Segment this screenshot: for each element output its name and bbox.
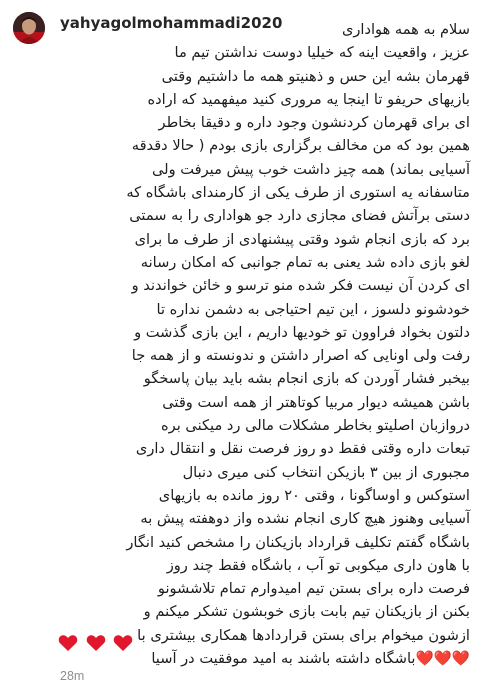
caption-line-text: مجبوری از بین ۳ بازیکن انتخاب کنی میری دنبال — [182, 463, 470, 481]
caption-line — [58, 18, 470, 41]
caption-line — [58, 228, 470, 251]
caption-line-text: با هاون داری میکوبی تو آب ، باشگاه فقط چند روز — [166, 556, 470, 574]
caption-line — [58, 274, 470, 297]
caption-line — [58, 321, 470, 344]
caption-line — [58, 65, 470, 88]
caption-line-text: آسیایی وهنوز هیچ کاری انجام نشده واز دوهفته پیش به — [140, 510, 470, 528]
caption-line — [58, 414, 470, 437]
heart-icon — [58, 634, 78, 652]
caption-line-text: دروازبان اصلیتو بخاطر مشکلات مالی رد میکنی بره — [161, 417, 470, 435]
heart-icon — [113, 634, 133, 652]
caption-line — [58, 251, 470, 274]
caption-line — [58, 181, 470, 204]
caption-line — [58, 531, 470, 554]
username[interactable]: yahyagolmohammadi2020 — [60, 14, 283, 32]
caption-line — [58, 367, 470, 390]
caption-line-text: متاسفانه یه استوری از طرف یکی از کارمندای باشگاه که — [126, 184, 470, 202]
caption-line — [58, 134, 470, 157]
caption-line — [58, 298, 470, 321]
caption-line — [58, 41, 470, 64]
caption-line-text: باشن همیشه دیوار مربیا کوتاهتر از همه است وقتی — [162, 393, 470, 411]
caption-line-text: لغو بازی داده شد یعنی به تمام جوانبی که امکان رسانه — [140, 253, 470, 271]
caption-line-text: باشگاه گفتم تکلیف قرارداد بازیکنان را مشخص کنید انگار — [126, 533, 470, 551]
caption-line — [58, 461, 470, 484]
caption-line-text: قهرمان بشه این حس و ذهنیتو همه ما داشتیم وقتی — [161, 67, 470, 85]
caption-line — [58, 577, 470, 600]
caption-line — [58, 554, 470, 577]
caption-line-text: ازشون میخوام برای بستن قراردادها همکاری بیشتری با — [137, 626, 470, 644]
caption-line-text: ای کردن آن نیست فکر شده منو ترسو و خائن خواندند و — [131, 277, 470, 295]
caption-line — [58, 391, 470, 414]
caption-line-text: استوکس و اوساگونا ، وقتی ۲۰ روز مانده به بازیهای — [158, 486, 470, 504]
caption-line — [58, 437, 470, 460]
heart-icon — [86, 634, 106, 652]
avatar[interactable] — [13, 12, 45, 44]
trailing-hearts — [58, 632, 135, 654]
caption-line-text: رفت ولی اونایی که اصرار داشتن و ندونسته و از همه جا — [131, 347, 470, 365]
caption-line-text: دلتون بخواد فراوون تو خودیها داریم ، این بازی گذشت و — [134, 323, 470, 341]
caption-line — [58, 507, 470, 530]
caption-line — [58, 158, 470, 181]
caption-line-text: خودشونو دلسوز ، این تیم احتیاجی به دشمن نداره تا — [156, 300, 470, 318]
caption-line — [58, 111, 470, 134]
caption-line — [58, 600, 470, 623]
caption-line-text: دستی برآتش فضای مجازی دارد جو هواداری را به سمتی — [129, 207, 470, 225]
caption-line-text: بیخبر فشار آوردن که بازی انجام بشه باید بیان پاسخگو — [143, 370, 470, 388]
caption-line-text: تبعات داره وقتی فقط دو روز فرصت نقل و انتقال داری — [135, 440, 470, 458]
caption-line-text: آسیایی بماند) همه چیز داشت خوب پیش میرفت ولی — [152, 160, 470, 178]
timestamp: 28m — [60, 669, 85, 683]
profile-photo-icon — [13, 12, 45, 44]
caption-line-text: بکنن از بازیکنان تیم بابت بازی خوبشون تشکر میکنم و — [143, 603, 470, 621]
caption-line-text: همین بود که من مخالف برگزاری بازی بودم ( حالا دقدقه — [131, 137, 470, 155]
caption-line-text: فرصت داره برای بستن تیم امیدوارم تمام تلاششونو — [157, 580, 470, 598]
caption-line — [58, 88, 470, 111]
caption-line — [58, 484, 470, 507]
caption-text — [58, 18, 470, 670]
caption-line-text: عزیز ، واقعیت اینه که خیلیا دوست نداشتن تیم ما — [174, 44, 470, 62]
caption-line-text: ای برای قهرمان کردنشون وجود داره و دقیقا بخاطر — [158, 114, 470, 132]
caption-line-text: ❤️❤️❤️باشگاه داشته باشند به امید موفقیت در آسیا — [151, 650, 470, 668]
caption-line — [58, 344, 470, 367]
caption-line-text: سلام به همه هواداری — [341, 21, 470, 38]
caption-line-text: برد که بازی انجام شود وقتی پیشنهادی از طرف ما برای — [134, 230, 470, 248]
caption-line-text: بازیهای حریفو تا اینجا یه مروری کنید میفهمید که اراده — [147, 90, 470, 108]
caption-line — [58, 204, 470, 227]
